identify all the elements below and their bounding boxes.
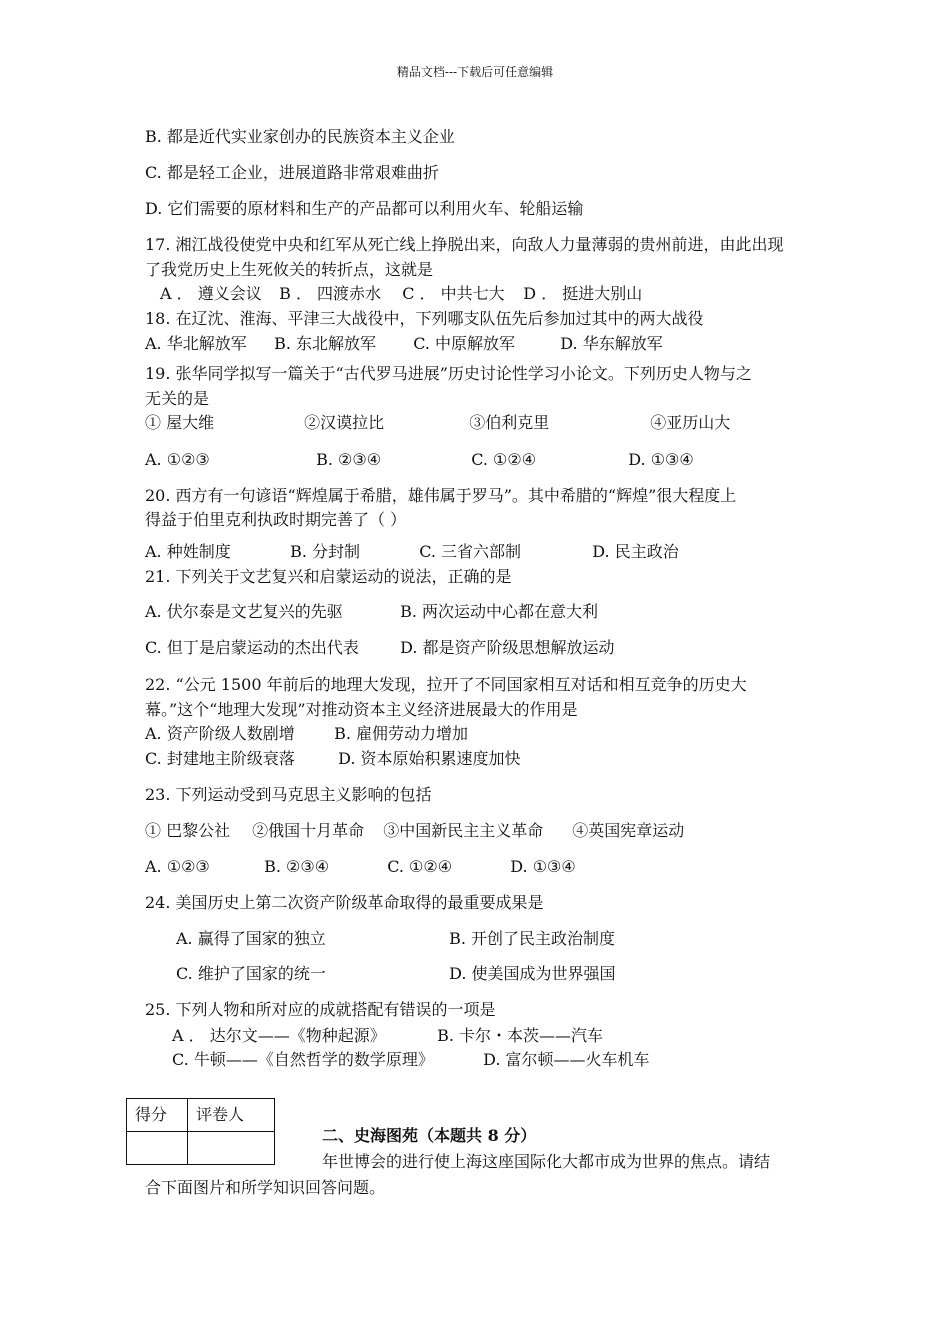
q19-option-c: C. ①②④: [471, 450, 537, 469]
q21-option-c: C. 但丁是启蒙运动的杰出代表: [145, 638, 359, 657]
q20-stem-line1: 20. 西方有一句谚语“辉煌属于希腊，雄伟属于罗马”。其中希腊的“辉煌”很大程度上: [145, 486, 737, 505]
q22-option-c: C. 封建地主阶级衰落: [145, 749, 295, 768]
q21-option-a: A. 伏尔泰是文艺复兴的先驱: [145, 602, 343, 621]
q17-stem-line1: 17. 湘江战役使党中央和红军从死亡线上挣脱出来，向敌人力量薄弱的贵州前进，由此出现: [145, 235, 784, 254]
q17-options: [160, 283, 642, 305]
q21-option-b: B. 两次运动中心都在意大利: [400, 602, 599, 621]
q17-option-c: C ． 中共七大: [402, 284, 505, 303]
q19-option-a: A. ①②③: [145, 450, 210, 469]
q17-option-a: A ． 遵义会议: [160, 284, 262, 303]
q23-item-2: ②俄国十月革命: [252, 821, 365, 840]
q16-option-c: C. 都是轻工企业，进展道路非常艰难曲折: [145, 163, 439, 182]
page-header: 精品文档---下载后可任意编辑: [396, 65, 554, 79]
score-header: 得分: [127, 1099, 188, 1132]
q25-stem: 25. 下列人物和所对应的成就搭配有错误的一项是: [145, 1000, 496, 1019]
q24-option-d: D. 使美国成为世界强国: [449, 964, 616, 983]
q22-option-a: A. 资产阶级人数剧增: [145, 724, 295, 743]
q19-option-b: B. ②③④: [316, 450, 382, 469]
q20-option-b: B. 分封制: [290, 542, 361, 561]
q24-row-cd: [176, 963, 616, 985]
q25-option-d: D. 富尔顿——火车机车: [483, 1050, 650, 1069]
q22-stem-line2: 幕。”这个“地理大发现”对推动资本主义经济进展最大的作用是: [145, 700, 578, 719]
q19-item-2: ②汉谟拉比: [304, 413, 385, 432]
q18-stem: 18. 在辽沈、淮海、平津三大战役中，下列哪支队伍先后参加过其中的两大战役: [145, 309, 704, 328]
q22-option-d: D. 资本原始积累速度加快: [338, 749, 521, 768]
q24-option-a: A. 赢得了国家的独立: [176, 929, 326, 948]
q21-stem: 21. 下列关于文艺复兴和启蒙运动的说法，正确的是: [145, 567, 512, 586]
q18-option-c: C. 中原解放军: [413, 334, 516, 353]
q19-item-1: ① 屋大维: [145, 413, 215, 432]
q23-option-a: A. ①②③: [145, 857, 210, 876]
q22-row-cd: [145, 748, 521, 770]
q19-item-3: ③伯利克里: [469, 413, 550, 432]
q24-stem: 24. 美国历史上第二次资产阶级革命取得的最重要成果是: [145, 893, 544, 912]
q25-row-ab: [172, 1025, 603, 1047]
q25-row-cd: [172, 1049, 650, 1071]
q18-option-a: A. 华北解放军: [145, 334, 247, 353]
q23-option-d: D. ①③④: [510, 857, 576, 876]
q20-options: [145, 541, 679, 563]
score-table: [126, 1098, 275, 1165]
q25-option-a: A ． 达尔文——《物种起源》: [172, 1026, 386, 1045]
q19-option-d: D. ①③④: [628, 450, 694, 469]
grader-header: 评卷人: [188, 1099, 275, 1132]
q19-item-4: ④亚历山大: [650, 413, 731, 432]
q18-options: [145, 333, 663, 355]
q24-option-c: C. 维护了国家的统一: [176, 964, 326, 983]
q17-stem-line2: 了我党历史上生死攸关的转折点，这就是: [145, 260, 434, 279]
q22-row-ab: [145, 723, 468, 745]
q23-item-4: ④英国宪章运动: [572, 821, 685, 840]
q23-item-1: ① 巴黎公社: [145, 821, 231, 840]
q23-items: [145, 820, 684, 842]
q20-option-d: D. 民主政治: [592, 542, 679, 561]
q19-stem-line1: 19. 张华同学拟写一篇关于“古代罗马进展”历史讨论性学习小论文。下列历史人物与之: [145, 364, 752, 383]
q22-option-b: B. 雇佣劳动力增加: [334, 724, 469, 743]
q23-stem: 23. 下列运动受到马克思主义影响的包括: [145, 785, 432, 804]
section2-title: 二、史海图苑（本题共 8 分）: [322, 1126, 537, 1145]
section2-intro-line2: 合下面图片和所学知识回答问题。: [145, 1178, 386, 1197]
score-cell[interactable]: [127, 1132, 188, 1165]
q24-row-ab: [176, 928, 615, 950]
q23-item-3: ③中国新民主主义革命: [383, 821, 544, 840]
q20-option-a: A. 种姓制度: [145, 542, 231, 561]
q19-items: [145, 412, 730, 434]
q25-option-b: B. 卡尔・本茨——汽车: [437, 1026, 604, 1045]
q18-option-b: B. 东北解放军: [274, 334, 377, 353]
q21-option-d: D. 都是资产阶级思想解放运动: [400, 638, 615, 657]
q23-option-b: B. ②③④: [264, 857, 330, 876]
q21-row-cd: [145, 637, 615, 659]
q18-option-d: D. 华东解放军: [560, 334, 663, 353]
q19-options: [145, 449, 694, 471]
grader-cell[interactable]: [188, 1132, 275, 1165]
q19-stem-line2: 无关的是: [145, 389, 210, 408]
q24-option-b: B. 开创了民主政治制度: [449, 929, 616, 948]
q25-option-c: C. 牛顿——《自然哲学的数学原理》: [172, 1050, 434, 1069]
q20-stem-line2: 得益于伯里克利执政时期完善了（ ）: [145, 510, 407, 529]
q23-options: [145, 856, 576, 878]
q22-stem-line1: 22. “公元 1500 年前后的地理大发现，拉开了不同国家相互对话和相互竞争的历史大: [145, 675, 747, 694]
q16-option-d: D. 它们需要的原材料和生产的产品都可以利用火车、轮船运输: [145, 199, 584, 218]
q17-option-d: D ． 挺进大别山: [523, 284, 643, 303]
q21-row-ab: [145, 601, 598, 623]
q17-option-b: B ． 四渡赤水: [279, 284, 382, 303]
q16-option-b: B. 都是近代实业家创办的民族资本主义企业: [145, 127, 455, 146]
q20-option-c: C. 三省六部制: [419, 542, 522, 561]
q23-option-c: C. ①②④: [387, 857, 453, 876]
section2-intro-line1: 年世博会的进行使上海这座国际化大都市成为世界的焦点。请结: [322, 1152, 771, 1171]
